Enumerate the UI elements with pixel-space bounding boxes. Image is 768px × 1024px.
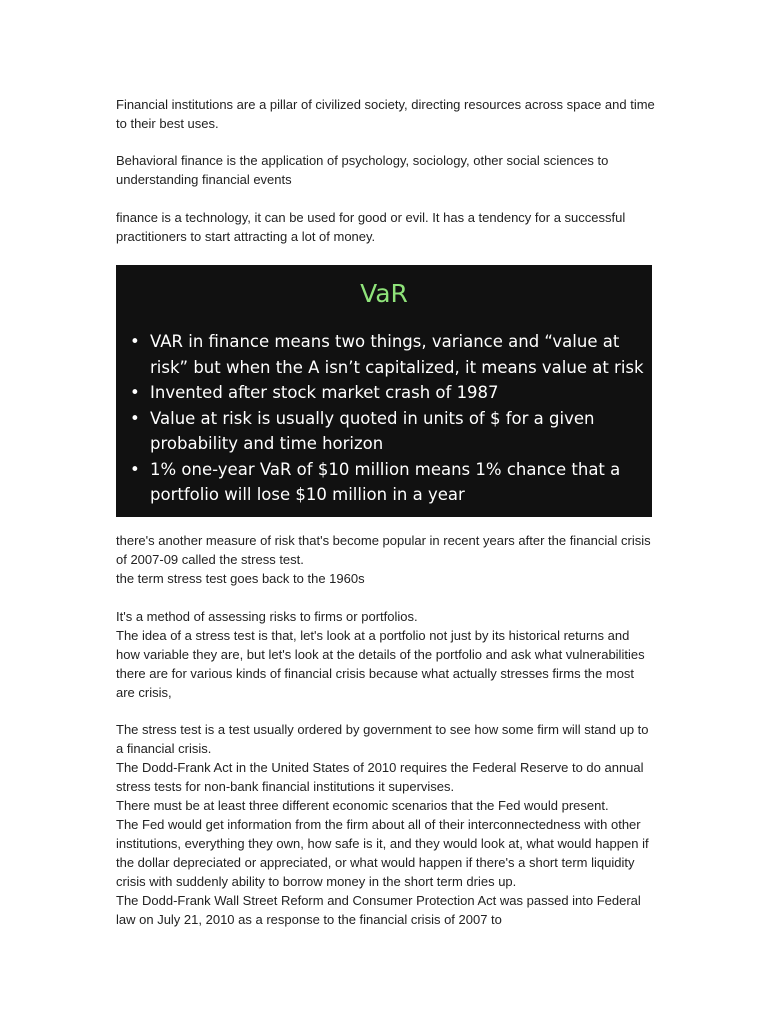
paragraph-behavioral-finance <box>116 151 656 189</box>
slide-title: VaR <box>360 279 408 308</box>
paragraph-text: finance is a technology, it can be used for good or evil. It has a tendency for a successful practitioners to start attracting a lot of money. <box>116 210 626 244</box>
slide-bullet-item <box>128 406 648 457</box>
paragraph-text: there's another measure of risk that's become popular in recent years after the financial crisis of 2007-09 called the stress test. the term stress test goes back to the 1960s <box>116 533 651 586</box>
slide-bullet-item <box>128 329 648 380</box>
paragraph-dodd-frank <box>116 720 656 929</box>
slide-bullet-text: 1% one-year VaR of $10 million means 1% chance that a portfolio will lose $10 million in a year <box>150 459 621 504</box>
bullet-icon: • <box>130 332 140 351</box>
paragraph-stress-test-method <box>116 607 656 702</box>
paragraph-text: Behavioral finance is the application of psychology, sociology, other social sciences to understanding financial events <box>116 153 609 187</box>
paragraph-text: Financial institutions are a pillar of civilized society, directing resources across space and time to their best uses. <box>116 97 655 131</box>
bullet-icon: • <box>130 459 140 479</box>
slide-bullet-text: VAR in finance means two things, variance and “value at risk” but when the A isn’t capitalized, it means value at risk <box>150 332 644 377</box>
bullet-icon: • <box>130 408 140 428</box>
slide-bullet-item <box>128 457 648 508</box>
slide-bullet-text: Value at risk is usually quoted in units of $ for a given probability and time horizon <box>150 408 595 453</box>
bullet-icon: • <box>130 383 140 402</box>
paragraph-finance-technology <box>116 208 656 246</box>
paragraph-financial-institutions <box>116 95 656 133</box>
slide-bullet-text: Invented after stock market crash of 1987 <box>150 383 499 402</box>
paragraph-stress-test-intro <box>116 531 656 588</box>
slide-bullet-list <box>128 329 648 508</box>
paragraph-text: The stress test is a test usually ordered by government to see how some firm will stand up to a financial crisis. The Dodd-Frank Act in the United States of 2010 requires the Federal Reserve to do annual stress tests for non-bank financial institutions it supervises. There must be at least three different economic scenarios that the Fed would present. The Fed would get information from the firm about all of their interconnectedness with other institutions, everything they own, how safe is it, and they would look at, what would happen if the dollar depreciated or appreciated, or what would happen if there's a short term liquidity crisis with suddenly ability to borrow money in the short term dries up. The Dodd-Frank Wall Street Reform and Consumer Protection Act was passed into Federal law on July 21, 2010 as a response to the financial crisis of 2007 to <box>116 722 649 927</box>
var-slide-image <box>116 265 652 517</box>
paragraph-text: It's a method of assessing risks to firms or portfolios. The idea of a stress test is that, let's look at a portfolio not just by its historical returns and how variable they are, but let's look at the details of the portfolio and ask what vulnerabilities there are for various kinds of financial crisis because what actually stresses firms the most are crisis, <box>116 609 645 700</box>
slide-bullet-item <box>128 380 648 406</box>
